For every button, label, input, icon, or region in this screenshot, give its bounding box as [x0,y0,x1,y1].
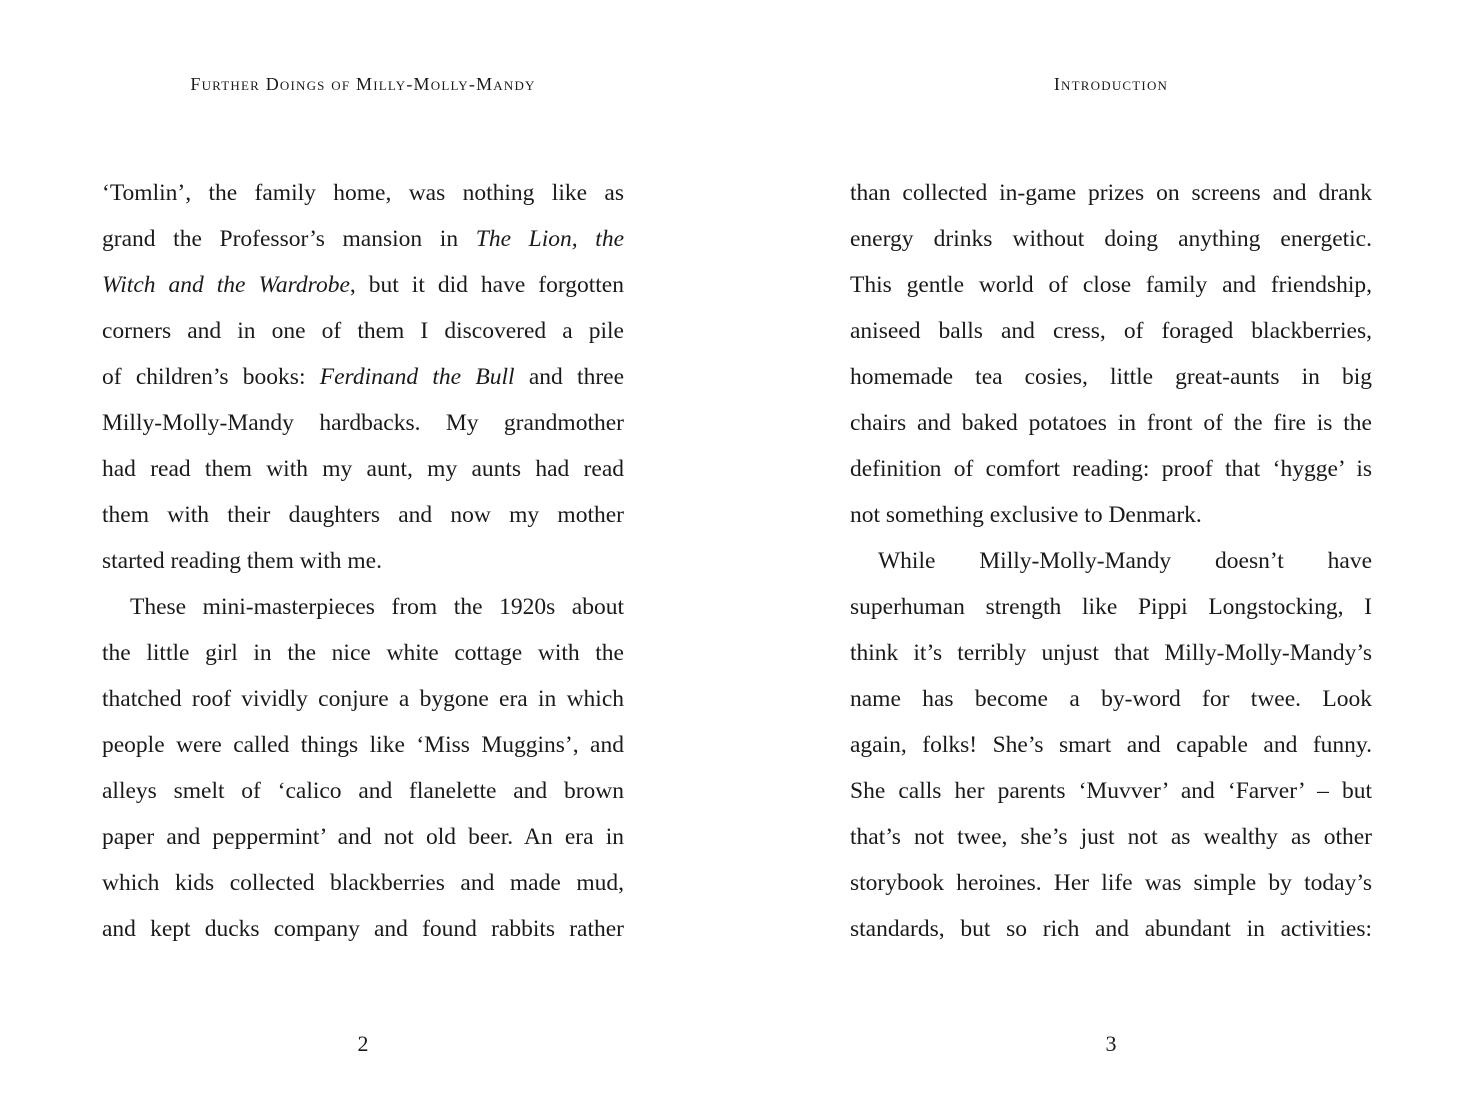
running-head-left: Further Doings of Milly-Molly-Mandy [190,74,536,94]
text-line: definition of comfort reading: proof that ‘hygge’ is [850,456,1372,482]
text-line: This gentle world of close family and friendship, [850,272,1372,298]
book-title: Witch and the Wardrobe [102,272,350,298]
text-line: which kids collected blackberries and made mud, [102,870,624,896]
text-line: While Milly-Molly-Mandy doesn’t have [878,548,1372,574]
running-head-right: Introduction [1053,74,1169,94]
text-line: thatched roof vividly conjure a bygone era in which [102,686,624,712]
text-line: think it’s terribly unjust that Milly-Molly-Mandy’s [850,640,1372,666]
text-line: grand the Professor’s mansion in The Lion, the [102,226,625,252]
page-number-right: 3 [1105,1031,1117,1056]
text-line: She calls her parents ‘Muvver’ and ‘Farver’ – but [850,778,1372,804]
text-line: paper and peppermint’ and not old beer. An era in [102,824,624,850]
text-line: name has become a by-word for twee. Look [850,686,1372,712]
text-line: started reading them with me. [102,548,382,574]
text-line: homemade tea cosies, little great-aunts in big [850,364,1372,390]
text-line: than collected in-game prizes on screens and drank [850,180,1372,206]
text-line: These mini-masterpieces from the 1920s about [130,594,624,620]
text-line: storybook heroines. Her life was simple by today’s [850,870,1372,896]
page-number-left: 2 [357,1031,369,1056]
text-line: aniseed balls and cress, of foraged blackberries, [850,318,1372,344]
text-line: had read them with my aunt, my aunts had read [102,456,624,482]
text-line: the little girl in the nice white cottage with the [102,640,624,666]
text-line: standards, but so rich and abundant in activities: [850,916,1372,942]
text-line: ‘Tomlin’, the family home, was nothing like as [102,180,624,206]
body-text-left [102,170,624,952]
text-line: that’s not twee, she’s just not as wealthy as other [850,824,1372,850]
text-line: them with their daughters and now my mother [102,502,624,528]
text-line: superhuman strength like Pippi Longstocking, I [850,594,1372,620]
text-line: energy drinks without doing anything energetic. [850,226,1372,252]
text-line: not something exclusive to Denmark. [850,502,1202,528]
text-line: alleys smelt of ‘calico and flanelette and brown [102,778,624,804]
right-page [737,0,1474,1117]
text-line: again, folks! She’s smart and capable and funny. [850,732,1372,758]
book-title: Ferdinand the Bull [319,364,515,390]
text-line: corners and in one of them I discovered a pile [102,318,624,344]
text-line: Witch and the Wardrobe, but it did have forgotten [102,272,624,298]
text-line: of children’s books: Ferdinand the Bull and three [102,364,625,390]
book-title: The Lion, the [475,226,625,252]
text-line: and kept ducks company and found rabbits rather [102,916,624,942]
body-text-right [850,170,1372,952]
text-line: people were called things like ‘Miss Muggins’, and [102,732,624,758]
text-line: chairs and baked potatoes in front of the fire is the [850,410,1372,436]
text-line: Milly-Molly-Mandy hardbacks. My grandmother [102,410,624,436]
